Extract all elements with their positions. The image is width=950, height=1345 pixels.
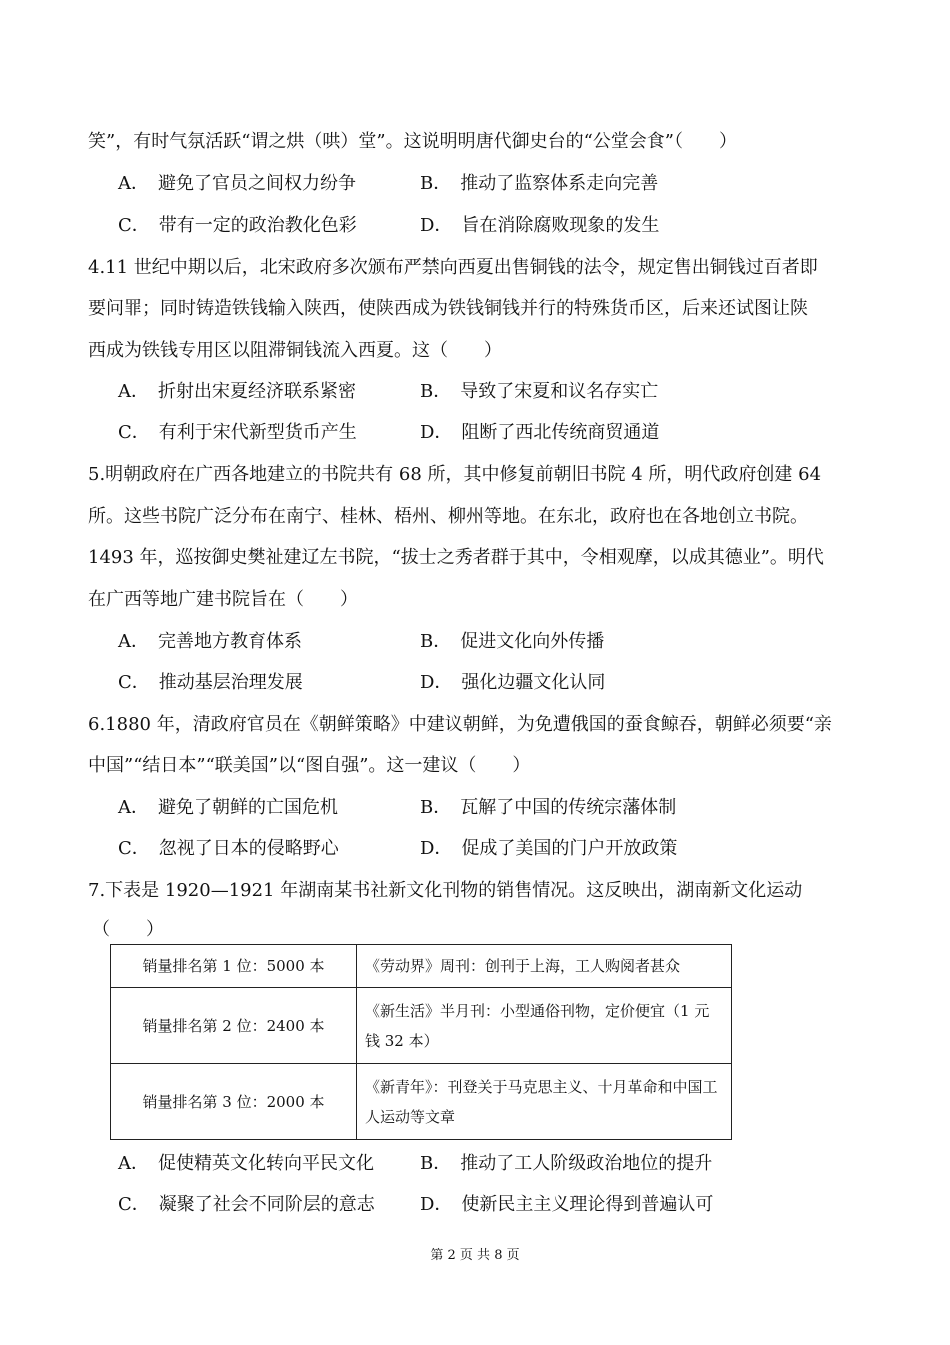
- q5-stem-line-1: 5.明朝政府在广西各地建立的书院共有 68 所，其中修复前朝旧书院 4 所，明代政府创建 64: [88, 464, 822, 485]
- q4-option-c: C． 有利于宋代新型货币产生: [118, 422, 357, 443]
- q3-option-a: A． 避免了官员之间权力纷争: [118, 173, 356, 194]
- q7-option-b: B． 推动了工人阶级政治地位的提升: [420, 1153, 713, 1174]
- page-number: 第 2 页 共 8 页: [430, 1248, 520, 1263]
- q6-option-b: B． 瓦解了中国的传统宗藩体制: [420, 797, 677, 818]
- q3-stem-line: 笑”，有时气氛活跃“谓之烘（哄）堂”。这说明明唐代御史台的“公堂会食”（ ）: [88, 131, 738, 152]
- q7-option-a: A． 促使精英文化转向平民文化: [118, 1153, 374, 1174]
- q5-option-b: B． 促进文化向外传播: [420, 631, 605, 652]
- q4-option-d: D． 阻断了西北传统商贸通道: [420, 422, 660, 443]
- q5-stem-line-4: 在广西等地广建书院旨在（ ）: [88, 589, 358, 610]
- q5-option-c: C． 推动基层治理发展: [118, 672, 303, 693]
- table-cell-rank: 销量排名第 2 位：2400 本: [111, 988, 357, 1064]
- q3-option-c: C． 带有一定的政治教化色彩: [118, 215, 357, 236]
- q3-option-d: D． 旨在消除腐败现象的发生: [420, 215, 660, 236]
- q7-option-d: D． 使新民主主义理论得到普遍认可: [420, 1194, 714, 1215]
- q6-option-c: C． 忽视了日本的侵略野心: [118, 838, 339, 859]
- table-cell-description: 《新青年》：刊登关于马克思主义、十月革命和中国工人运动等文章: [357, 1064, 732, 1140]
- q3-option-b: B． 推动了监察体系走向完善: [420, 173, 659, 194]
- q7-stem-line-1: 7.下表是 1920—1921 年湖南某书社新文化刊物的销售情况。这反映出，湖南新文化运动: [88, 880, 803, 901]
- table-cell-description: 《新生活》半月刊：小型通俗刊物，定价便宜（1 元钱 32 本）: [357, 988, 732, 1064]
- q5-stem-line-2: 所。这些书院广泛分布在南宁、桂林、梧州、柳州等地。在东北，政府也在各地创立书院。: [88, 506, 808, 527]
- q6-option-d: D． 促成了美国的门户开放政策: [420, 838, 678, 859]
- q5-option-d: D． 强化边疆文化认同: [420, 672, 606, 693]
- table-cell-rank: 销量排名第 3 位：2000 本: [111, 1064, 357, 1140]
- q5-option-a: A． 完善地方教育体系: [118, 631, 302, 652]
- table-row: [111, 1064, 732, 1140]
- table-cell-rank: 销量排名第 1 位：5000 本: [111, 945, 357, 988]
- q7-option-c: C． 凝聚了社会不同阶层的意志: [118, 1194, 375, 1215]
- q6-stem-line-2: 中国”“结日本”“联美国”以“图自强”。这一建议（ ）: [88, 755, 531, 776]
- q7-stem-line-2: （ ）: [92, 919, 164, 940]
- q6-option-a: A． 避免了朝鲜的亡国危机: [118, 797, 338, 818]
- table-row: [111, 988, 732, 1064]
- table-row: [111, 945, 732, 988]
- q4-option-b: B． 导致了宋夏和议名存实亡: [420, 381, 659, 402]
- q4-stem-line-2: 要问罪；同时铸造铁钱输入陕西，使陕西成为铁钱铜钱并行的特殊货币区，后来还试图让陕: [88, 298, 808, 319]
- q4-option-a: A． 折射出宋夏经济联系紧密: [118, 381, 356, 402]
- table-cell-description: 《劳动界》周刊：创刊于上海，工人购阅者甚众: [357, 945, 732, 988]
- q6-stem-line-1: 6.1880 年，清政府官员在《朝鲜策略》中建议朝鲜，为免遭俄国的蚕食鲸吞，朝鲜必须要“亲: [88, 714, 832, 735]
- q5-stem-line-3: 1493 年，巡按御史樊祉建辽左书院，“拔士之秀者群于其中，令相观摩，以成其德业”。明代: [88, 547, 824, 568]
- sales-table: [110, 944, 732, 1140]
- q4-stem-line-3: 西成为铁钱专用区以阻滞铜钱流入西夏。这（ ）: [88, 340, 502, 361]
- q4-stem-line-1: 4.11 世纪中期以后，北宋政府多次颁布严禁向西夏出售铜钱的法令，规定售出铜钱过百者即: [88, 257, 818, 278]
